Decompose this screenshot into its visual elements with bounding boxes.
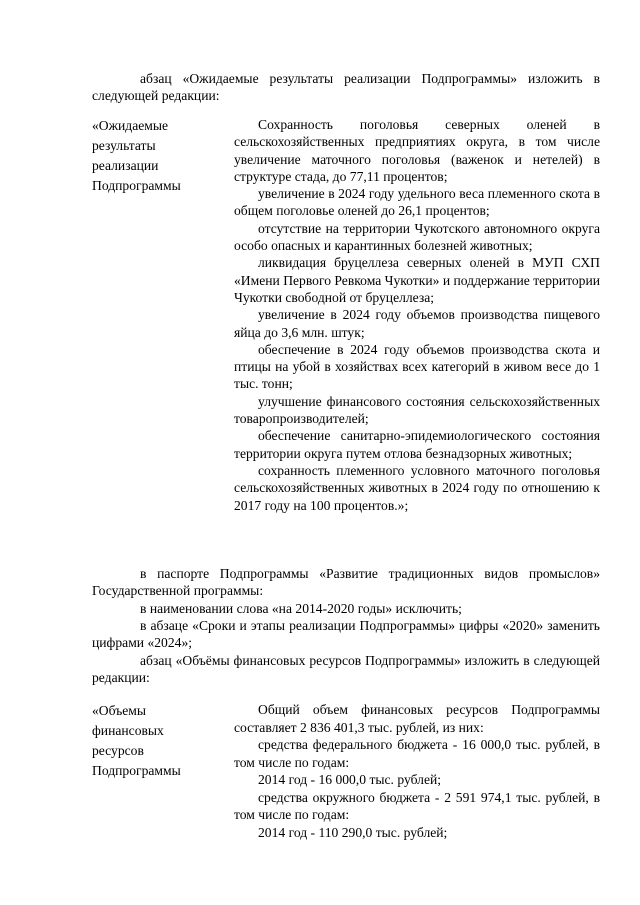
label-line: «Объемы <box>92 703 146 718</box>
label-line: «Ожидаемые <box>92 118 169 133</box>
list-item: сохранность племенного условного маточного поголовья сельскохозяйственных животных в 2024 году по отношению к 2017 году на 100 процентов.»; <box>234 462 600 513</box>
list-item: 2014 год - 16 000,0 тыс. рублей; <box>258 772 442 787</box>
label-line: результаты <box>92 138 156 153</box>
label-line: Подпрограммы <box>92 178 181 193</box>
funding-list <box>234 701 600 841</box>
list-item: отсутствие на территории Чукотского автономного округа особо опасных и карантинных болезней животных; <box>234 220 600 254</box>
label-line: финансовых <box>92 723 164 738</box>
list-item: увеличение в 2024 году удельного веса племенного скота в общем поголовье оленей до 26,1 процентов; <box>234 186 600 219</box>
passport-paragraph: в паспорте Подпрограммы «Развитие традиционных видов промыслов» Государственной программы: <box>92 566 600 598</box>
label-line: реализации <box>92 158 159 173</box>
funding-intro-paragraph: абзац «Объёмы финансовых ресурсов Подпрограммы» изложить в следующей редакции: <box>92 653 600 685</box>
list-item: ликвидация бруцеллеза северных оленей в МУП СХП «Имени Первого Ревкома Чукотки» и поддержание территории Чукотки свободной от бруцеллеза; <box>234 255 600 305</box>
list-item: Общий объем финансовых ресурсов Подпрограммы составляет 2 836 401,3 тыс. рублей, из них: <box>234 702 600 735</box>
list-item: Сохранность поголовья северных оленей в сельскохозяйственных предприятиях округа, в том числе увеличение маточного поголовья (важенок и нетелей) в структуре стада, до 77,11 процентов; <box>234 117 600 184</box>
expected-results-list <box>234 116 600 514</box>
list-item: обеспечение санитарно-эпидемиологического состояния территории округа путем отлова безнадзорных животных; <box>234 428 600 461</box>
list-item: увеличение в 2024 году объемов производства пищевого яйца до 3,6 млн. штук; <box>234 307 600 340</box>
deadline-change-paragraph: в абзаце «Сроки и этапы реализации Подпрограммы» цифры «2020» заменить цифрами «2024»; <box>92 618 600 650</box>
label-line: ресурсов <box>92 743 144 758</box>
list-item: 2014 год - 110 290,0 тыс. рублей; <box>258 824 448 840</box>
list-item: улучшение финансового состояния сельскохозяйственных товаропроизводителей; <box>234 393 600 427</box>
label-line: Подпрограммы <box>92 763 181 778</box>
list-item: средства федерального бюджета - 16 000,0 тыс. рублей, в том числе по годам: <box>234 737 600 770</box>
list-item: обеспечение в 2024 году объемов производства скота и птицы на убой в хозяйствах всех категорий в живом весе до 1 тыс. тонн; <box>234 341 600 392</box>
expected-results-label <box>92 116 220 196</box>
intro-paragraph: абзац «Ожидаемые результаты реализации Подпрограммы» изложить в следующей редакции: <box>92 71 600 103</box>
name-change-paragraph: в наименовании слова «на 2014-2020 годы» исключить; <box>140 601 462 616</box>
funding-label <box>92 701 220 781</box>
list-item: средства окружного бюджета - 2 591 974,1 тыс. рублей, в том числе по годам: <box>234 789 600 822</box>
